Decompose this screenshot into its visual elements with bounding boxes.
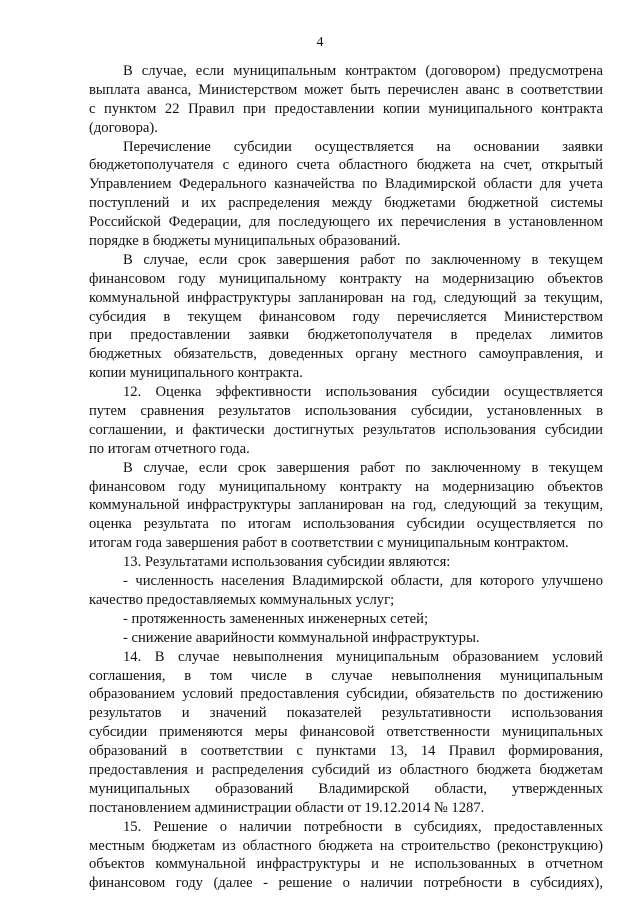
paragraph-line: по итогам отчетного года. [89,440,250,457]
paragraph-line: выплата аванса, Министерством может быть перечислен аванс в соответствии [89,81,603,98]
paragraph [89,818,603,894]
paragraph [89,459,603,553]
paragraph [89,572,603,610]
paragraph-line: финансовом году (далее - решение о наличии потребности в субсидиях), [89,875,603,892]
paragraph-line: субсидии применяются меры финансовой ответственности муниципальных [89,724,603,741]
paragraph-line: коммунальной инфраструктуры запланирован на год, следующий за текущим, [89,289,603,306]
paragraph-line: поступлений и их распределения между бюджетами бюджетной системы [89,195,603,212]
paragraph-line: В случае, если срок завершения работ по заключенному в текущем [123,251,603,268]
paragraph-line: местным бюджетам из областного бюджета на строительство (реконструкцию) [89,837,603,854]
paragraph [89,648,603,818]
page-number: 4 [316,35,324,50]
paragraph-line: предоставления и распределения субсидий из областного бюджета бюджетам [89,761,603,778]
paragraph [89,62,603,138]
paragraph-line: при предоставлении заявки бюджетополучателя в пределах лимитов [89,327,603,344]
paragraph-line: 15. Решение о наличии потребности в субсидиях, предоставленных [123,818,603,835]
paragraph-line: - снижение аварийности коммунальной инфраструктуры. [123,629,480,646]
paragraph [89,251,603,383]
paragraph-line: Управлением Федерального казначейства по Владимирской области для учета [89,176,603,193]
paragraph-line: Перечисление субсидии осуществляется на основании заявки [123,138,603,155]
paragraph-line: путем сравнения результатов использования субсидии, установленных в [89,403,603,420]
paragraph-line: В случае, если срок завершения работ по заключенному в текущем [123,459,603,476]
paragraph-line: соглашения, в том числе в случае невыполнения муниципальным [89,667,603,684]
paragraph-line: муниципальных образований Владимирской области, утвержденных [89,780,603,797]
paragraph-line: 12. Оценка эффективности использования субсидии осуществляется [123,384,603,401]
paragraph-line: - протяженность замененных инженерных сетей; [123,610,429,627]
paragraph-line: Российской Федерации, для последующего их перечисления в установленном [89,214,603,231]
paragraph-line: результатов и значений показателей результативности использования [89,705,603,722]
paragraph-line: бюджетных обязательств, доведенных органу местного самоуправления, и [89,346,603,363]
paragraph-line: соглашении, и фактически достигнутых результатов использования субсидии [89,421,603,438]
paragraph-line: объектов коммунальной инфраструктуры и не использованных в отчетном [89,856,603,873]
paragraph-line: 14. В случае невыполнения муниципальным образованием условий [123,648,603,665]
paragraph [89,610,603,629]
paragraph-line: 13. Результатами использования субсидии являются: [123,554,451,571]
paragraph-line: порядке в бюджеты муниципальных образований. [89,233,401,250]
paragraph-line: качество предоставляемых коммунальных услуг; [89,591,395,608]
paragraph-line: бюджетополучателя с единого счета областного бюджета на счет, открытый [89,157,603,174]
paragraph-line: субсидия в текущем финансовом году перечисляется Министерством [89,308,603,325]
paragraph-line: итогам года завершения работ в соответствии с муниципальным контрактом. [89,535,569,552]
paragraph-line: - численность населения Владимирской области, для которого улучшено [123,573,603,590]
paragraph-line: финансовом году муниципальному контракту на модернизацию объектов [89,478,603,495]
paragraph-line: с пунктом 22 Правил при предоставлении копии муниципального контракта [89,100,603,117]
paragraph-line: коммунальной инфраструктуры запланирован на год, следующий за текущим, [89,497,603,514]
paragraph [89,138,603,251]
paragraph-line: финансовом году муниципальному контракту на модернизацию объектов [89,270,603,287]
paragraph-line: образований в соответствии с пунктами 13, 14 Правил формирования, [89,743,603,760]
paragraph-line: постановлением администрации области от 19.12.2014 № 1287. [89,799,485,816]
document-body [89,62,603,893]
paragraph-line: В случае, если муниципальным контрактом (договором) предусмотрена [123,63,603,79]
paragraph-line: копии муниципального контракта. [89,365,303,382]
paragraph-line: (договора). [89,119,158,136]
paragraph [89,553,603,572]
paragraph [89,383,603,459]
paragraph-line: оценка результата по итогам использования субсидии осуществляется по [89,516,603,533]
paragraph [89,629,603,648]
paragraph-line: образованием условий предоставления субсидии, обязательств по достижению [89,686,603,703]
